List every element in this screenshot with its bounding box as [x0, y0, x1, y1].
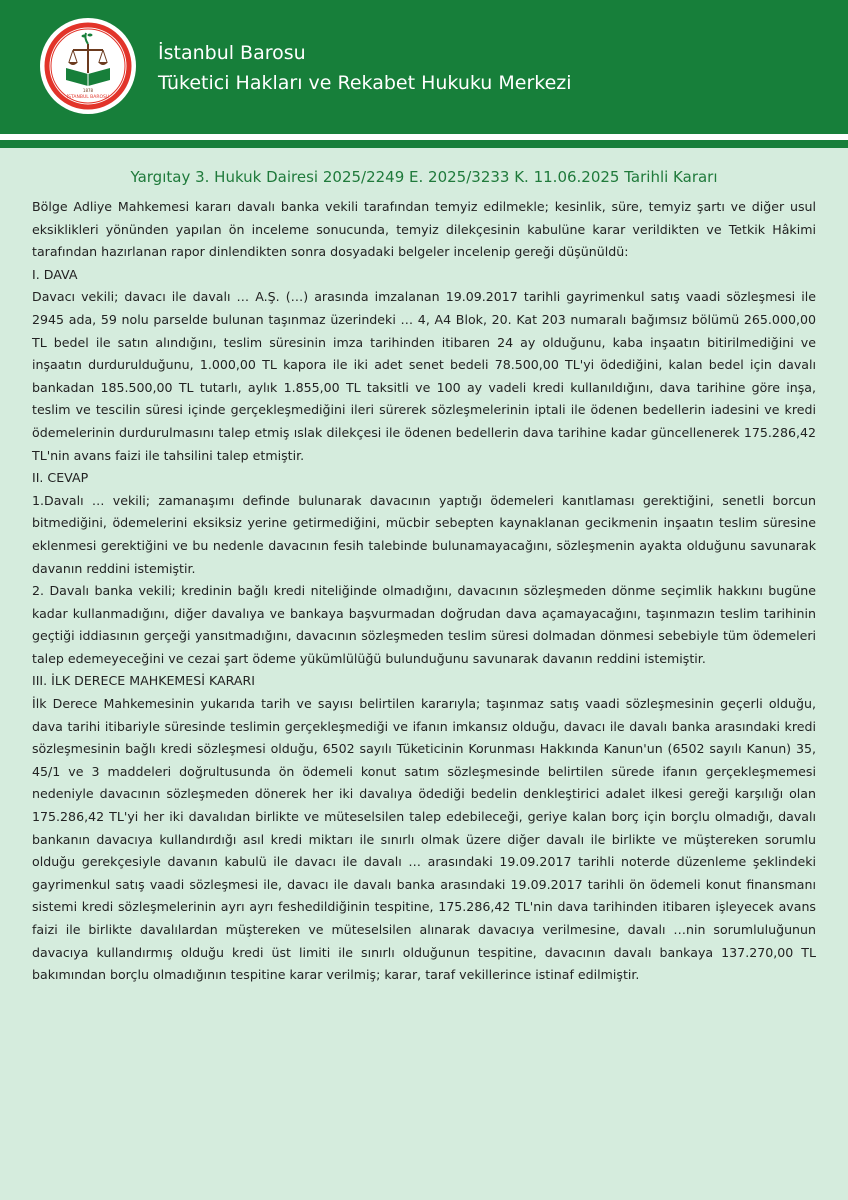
logo-name: İSTANBUL BAROSU	[66, 95, 110, 100]
logo-year: 1878	[82, 88, 94, 93]
organization-line-1: İstanbul Barosu	[158, 42, 306, 64]
bar-association-logo	[40, 18, 136, 114]
section-heading-cevap: II. CEVAP	[32, 470, 89, 486]
dava-paragraph: Davacı vekili; davacı ile davalı … A.Ş. (…) arasında imzalanan 19.09.2017 tarihli gayrimenkul satış vaadi sözleşmesi ile 2945 ada, 59 nolu parselde bulunan taşınmaz üzerindeki … 4, A4 Blok, 20. Kat 203 numaralı bağımsız bölümü 265.000,00 TL bedel ile satın alındığını, teslim süresinin imza tarihinden itibaren 24 ay olduğunu, kaba inşaatın bitirilmediğini ve inşaatın durdurulduğunu, 1.000,00 TL kapora ile iki adet senet bedeli 78.500,00 TL'yi ödediğini, kalan bedel için davalı bankadan 185.500,00 TL tutarlı, aylık 1.855,00 TL taksitli ve 100 ay vadeli kredi kullanıldığını, dava tarihine göre inşa, teslim ve tescilin süresi içinde gerçekleşmediğini ileri sürerek sözleşmelerinin iptali ile ödenen bedellerin iadesini ve kredi ödemelerinin durdurulmasını talep etmiş ıslak dilekçesi ile ödenen bedellerin dava tarihine kadar güncellenerek 175.286,42 TL'nin avans faizi ile tahsilini talep etmiştir.	[32, 289, 816, 463]
decision-title: Yargıtay 3. Hukuk Dairesi 2025/2249 E. 2025/3233 K. 11.06.2025 Tarihli Kararı	[130, 168, 718, 186]
cevap-paragraph-2: 2. Davalı banka vekili; kredinin bağlı kredi niteliğinde olmadığını, davacının sözleşmeden dönme seçimlik hakkını bugüne kadar kullanmadığını, diğer davalıya ve bankaya başvurmadan doğrudan dava açamayacağını, taşınmazın teslim tarihinin geçtiği iddiasının gerçeği yansıtmadığını, davacının sözleşmeden teslim süresi dolmadan dönmesi sebebiyle tüm ödemeleri talep edemeyeceğini ve cezai şart ödeme yükümlülüğü bulunduğunu savunarak davanın reddini istemiştir.	[32, 583, 816, 666]
section-heading-ilk-derece: III. İLK DERECE MAHKEMESİ KARARI	[32, 673, 255, 689]
section-heading-dava: I. DAVA	[32, 266, 78, 282]
header-bar	[0, 0, 848, 134]
organization-name	[158, 38, 572, 98]
scales-of-justice-icon	[40, 18, 136, 114]
intro-paragraph: Bölge Adliye Mahkemesi kararı davalı banka vekili tarafından temyiz edilmekle; kesinlik, süre, temyiz şartı ve diğer usul eksiklikleri yönünden yapılan ön inceleme sonucunda, temyiz dilekçesinin kabulüne karar verildikten ve Tetkik Hâkimi tarafından hazırlanan rapor dinlendikten sonra dosyadaki belgeler incelenip gereği düşünüldü:	[32, 199, 816, 260]
header-divider-band	[0, 140, 848, 148]
ilk-derece-paragraph: İlk Derece Mahkemesinin yukarıda tarih ve sayısı belirtilen kararıyla; taşınmaz satış vaadi sözleşmesinin geçerli olduğu, dava tarihi itibariyle süresinde teslimin gerçekleşmediği ve ifanın imkansız olduğu, davacı ile davalı banka arasındaki kredi sözleşmesinin bağlı kredi sözleşmesi olduğu, 6502 sayılı Tüketicinin Korunması Hakkında Kanun'un (6502 sayılı Kanun) 35, 45/1 ve 3 maddeleri doğrultusunda ön ödemeli konut satım sözleşmesinde belirtilen sürede ifanın gerçekleşmemesi nedeniyle davacının sözleşmeden dönerek her iki davalıya ödediği bedelin denkleştirici adalet ilkesi gereği karşılığı olan 175.286,42 TL'yi her iki davalıdan birlikte ve müteselsilen talep edebileceği, geriye kalan borç için borçlu olmadığı, davalı bankanın davacıya kullandırdığı asıl kredi miktarı ile sınırlı olmak üzere diğer davalı ile birlikte ve müştereken sorumlu olduğu gerekçesiyle davanın kabulü ile davacı ile davalı … arasındaki 19.09.2017 tarihli noterde düzenleme şeklindeki gayrimenkul satış vaadi sözleşmesi ile, davacı ile davalı banka arasındaki 19.09.2017 tarihli ön ödemeli konut finansmanı sistemi kredi sözleşmelerinin ayrı ayrı feshedildiğinin tespitine, 175.286,42 TL'nin dava tarihinden itibaren işleyecek avans faizi ile birlikte davalılardan müştereken ve müteselsilen alınarak davacıya verilmesine, davalı …nin sorumluluğunun davacıya kullandırmış olduğu kredi üst limiti ile sınırlı olduğunun tespitine, davacının davalı bankaya 137.270,00 TL bakımından borçlu olmadığının tespitine karar verilmiş; karar, taraf vekillerince istinaf edilmiştir.	[32, 696, 816, 983]
cevap-paragraph-1: 1.Davalı … vekili; zamanaşımı definde bulunarak davacının yaptığı ödemeleri kanıtlaması gerektiğini, senetli borcun bitmediğini, ödemelerini eksiksiz yerine getirmediğini, mücbir sebepten kaynaklanan gecikmenin inşaatın teslim süresine eklenmesi gerektiğini ve bu nedenle davacının fesih talebinde bulunamayacağını, sözleşmenin ayakta olduğunu savunarak davanın reddini istemiştir.	[32, 492, 816, 576]
organization-line-2: Tüketici Hakları ve Rekabet Hukuku Merkezi	[158, 72, 572, 94]
decision-body	[32, 196, 816, 987]
